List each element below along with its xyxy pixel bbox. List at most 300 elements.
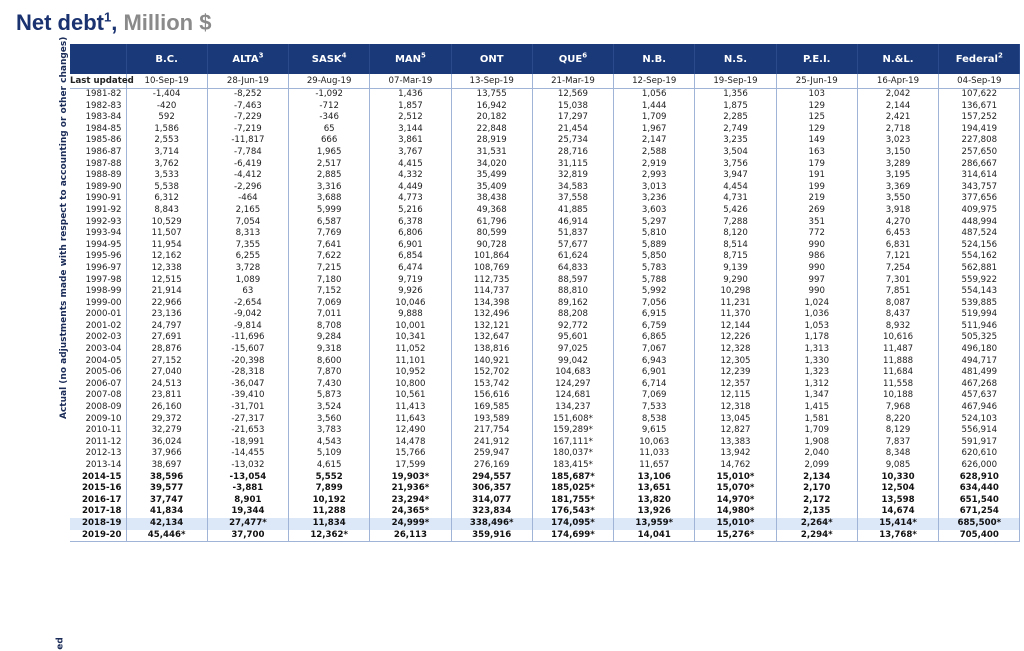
net-debt-cell: 176,543* [532,506,613,518]
net-debt-cell: 88,208 [532,309,613,321]
net-debt-cell: 19,903* [370,472,451,484]
net-debt-cell: 1,444 [614,101,695,113]
net-debt-cell: 5,810 [614,228,695,240]
net-debt-cell: 41,834 [126,506,207,518]
net-debt-cell: 20,182 [451,112,532,124]
net-debt-cell: 338,496* [451,518,532,530]
last-updated-row [70,74,1020,89]
fiscal-year-cell: 2007-08 [70,390,126,402]
net-debt-cell: 101,864 [451,251,532,263]
fiscal-year-cell: 2011-12 [70,437,126,449]
net-debt-cell: 12,338 [126,263,207,275]
net-debt-cell: 11,643 [370,414,451,426]
net-debt-cell: -2,296 [207,182,288,194]
net-debt-cell: 314,077 [451,495,532,507]
net-debt-cell: 14,762 [695,460,776,472]
net-debt-cell: 2,135 [776,506,857,518]
net-debt-cell: 157,252 [939,112,1020,124]
net-debt-cell: -8,252 [207,89,288,101]
net-debt-cell: 12,362* [289,530,370,542]
fiscal-year-cell: 1988-89 [70,170,126,182]
net-debt-cell: 6,854 [370,251,451,263]
net-debt-cell: 3,560 [289,414,370,426]
net-debt-cell: 156,616 [451,390,532,402]
net-debt-cell: 4,449 [370,182,451,194]
net-debt-cell: 8,220 [857,414,938,426]
net-debt-cell: 14,478 [370,437,451,449]
table-row [70,483,1020,495]
net-debt-cell: 140,921 [451,356,532,368]
net-debt-cell: 705,400 [939,530,1020,542]
net-debt-cell: 2,285 [695,112,776,124]
net-debt-cell: 11,507 [126,228,207,240]
net-debt-cell: 132,647 [451,332,532,344]
fiscal-year-cell: 2003-04 [70,344,126,356]
net-debt-cell: 4,454 [695,182,776,194]
net-debt-cell: 95,601 [532,332,613,344]
net-debt-cell: 620,610 [939,448,1020,460]
table-row [70,367,1020,379]
net-debt-cell: 6,865 [614,332,695,344]
net-debt-cell: 7,011 [289,309,370,321]
net-debt-cell: 11,487 [857,344,938,356]
net-debt-cell: 38,438 [451,193,532,205]
net-debt-cell: 3,603 [614,205,695,217]
table-row [70,182,1020,194]
last-updated-cell: 13-Sep-19 [451,74,532,89]
column-header-label: QUE [558,53,583,65]
net-debt-cell: 628,910 [939,472,1020,484]
net-debt-cell: 286,667 [939,159,1020,171]
net-debt-cell: 7,769 [289,228,370,240]
net-debt-cell: 132,496 [451,309,532,321]
net-debt-cell: 2,421 [857,112,938,124]
net-debt-cell: 7,288 [695,217,776,229]
column-header-label: SASK [311,53,342,65]
net-debt-cell: 3,316 [289,182,370,194]
net-debt-cell: 9,139 [695,263,776,275]
net-debt-cell: 22,848 [451,124,532,136]
net-debt-cell: 1,709 [776,425,857,437]
net-debt-cell: 1,347 [776,390,857,402]
net-debt-cell: 1,312 [776,379,857,391]
table-row [70,205,1020,217]
net-debt-cell: 15,010* [695,472,776,484]
net-debt-cell: -346 [289,112,370,124]
net-debt-cell: -9,814 [207,321,288,333]
net-debt-cell: 8,600 [289,356,370,368]
net-debt-cell: 7,899 [289,483,370,495]
net-debt-cell: 2,165 [207,205,288,217]
net-debt-cell: 487,524 [939,228,1020,240]
net-debt-cell: 2,512 [370,112,451,124]
net-debt-cell: 772 [776,228,857,240]
net-debt-cell: 494,717 [939,356,1020,368]
net-debt-cell: 2,749 [695,124,776,136]
net-debt-cell: -11,817 [207,135,288,147]
net-debt-cell: 11,558 [857,379,938,391]
net-debt-cell: 11,033 [614,448,695,460]
net-debt-cell: 519,994 [939,309,1020,321]
net-debt-cell: 306,357 [451,483,532,495]
last-updated-cell: 21-Mar-19 [532,74,613,89]
net-debt-cell: 46,914 [532,217,613,229]
net-debt-cell: 10,341 [370,332,451,344]
fiscal-year-cell: 2016-17 [70,495,126,507]
table-row [70,124,1020,136]
net-debt-cell: 467,946 [939,402,1020,414]
net-debt-cell: 16,942 [451,101,532,113]
net-debt-cell: 199 [776,182,857,194]
net-debt-cell: 14,041 [614,530,695,542]
net-debt-cell: 6,453 [857,228,938,240]
net-debt-cell: 4,773 [370,193,451,205]
net-debt-cell: 2,144 [857,101,938,113]
net-debt-cell: 2,172 [776,495,857,507]
net-debt-cell: 1,178 [776,332,857,344]
net-debt-cell: 35,409 [451,182,532,194]
net-debt-cell: 3,533 [126,170,207,182]
net-debt-cell: 7,430 [289,379,370,391]
net-debt-cell: 2,718 [857,124,938,136]
last-updated-cell: 12-Sep-19 [614,74,695,89]
net-debt-cell: 511,946 [939,321,1020,333]
net-debt-cell: -712 [289,101,370,113]
net-debt-cell: 343,757 [939,182,1020,194]
net-debt-cell: 10,561 [370,390,451,402]
net-debt-cell: 51,837 [532,228,613,240]
table-row [70,356,1020,368]
net-debt-cell: 10,188 [857,390,938,402]
net-debt-cell: 29,372 [126,414,207,426]
side-label [54,36,69,651]
net-debt-cell: 8,901 [207,495,288,507]
net-debt-cell: 193,589 [451,414,532,426]
net-debt-cell: 10,001 [370,321,451,333]
column-header-label: N.S. [723,53,748,65]
net-debt-cell: 10,616 [857,332,938,344]
net-debt-cell: 8,715 [695,251,776,263]
column-header [207,44,288,74]
net-debt-cell: 1,908 [776,437,857,449]
net-debt-cell: 103 [776,89,857,101]
net-debt-cell: 351 [776,217,857,229]
net-debt-cell: 3,150 [857,147,938,159]
net-debt-cell: 12,305 [695,356,776,368]
net-debt-cell: 524,103 [939,414,1020,426]
net-debt-cell: 1,323 [776,367,857,379]
net-debt-cell: 42,134 [126,518,207,530]
table-row [70,332,1020,344]
net-debt-cell: 8,538 [614,414,695,426]
net-debt-cell: 185,025* [532,483,613,495]
net-debt-cell: 323,834 [451,506,532,518]
net-debt-cell: 5,552 [289,472,370,484]
net-debt-cell: 13,755 [451,89,532,101]
net-debt-cell: 17,297 [532,112,613,124]
net-debt-cell: 3,728 [207,263,288,275]
net-debt-cell: -18,991 [207,437,288,449]
net-debt-cell: 2,040 [776,448,857,460]
net-debt-cell: 3,918 [857,205,938,217]
last-updated-cell: 28-Jun-19 [207,74,288,89]
fiscal-year-cell: 2010-11 [70,425,126,437]
net-debt-cell: -13,054 [207,472,288,484]
fiscal-year-cell: 2017-18 [70,506,126,518]
net-debt-cell: 5,216 [370,205,451,217]
net-debt-cell: 3,195 [857,170,938,182]
net-debt-cell: 10,800 [370,379,451,391]
net-debt-cell: 10,330 [857,472,938,484]
net-debt-cell: 31,531 [451,147,532,159]
net-debt-cell: 8,932 [857,321,938,333]
net-debt-cell: 6,714 [614,379,695,391]
net-debt-cell: -7,463 [207,101,288,113]
table-row [70,135,1020,147]
net-debt-cell: -39,410 [207,390,288,402]
table-row [70,112,1020,124]
net-debt-cell: 3,756 [695,159,776,171]
fiscal-year-cell: 2013-14 [70,460,126,472]
net-debt-cell: 5,783 [614,263,695,275]
fiscal-year-cell: 2015-16 [70,483,126,495]
net-debt-cell: 2,885 [289,170,370,182]
fiscal-year-cell: 1997-98 [70,275,126,287]
net-debt-cell: 11,101 [370,356,451,368]
net-debt-cell: 25,734 [532,135,613,147]
net-debt-cell: 180,037* [532,448,613,460]
fiscal-year-cell: 2018-19 [70,518,126,530]
table-row [70,437,1020,449]
table-row [70,240,1020,252]
column-header [289,44,370,74]
net-debt-cell: -20,398 [207,356,288,368]
net-debt-cell: 194,419 [939,124,1020,136]
net-debt-cell: 9,284 [289,332,370,344]
net-debt-cell: 89,162 [532,298,613,310]
net-debt-cell: 7,641 [289,240,370,252]
fiscal-year-cell: 2000-01 [70,309,126,321]
fiscal-year-cell: 1982-83 [70,101,126,113]
net-debt-cell: 45,446* [126,530,207,542]
net-debt-cell: 21,914 [126,286,207,298]
net-debt-cell: 129 [776,101,857,113]
net-debt-cell: 7,152 [289,286,370,298]
net-debt-cell: 1,313 [776,344,857,356]
net-debt-cell: 7,121 [857,251,938,263]
net-debt-cell: -13,032 [207,460,288,472]
net-debt-cell: 124,681 [532,390,613,402]
net-debt-cell: 8,129 [857,425,938,437]
fiscal-year-cell: 1994-95 [70,240,126,252]
net-debt-cell: -27,317 [207,414,288,426]
net-debt-cell: 13,959* [614,518,695,530]
net-debt-cell: 671,254 [939,506,1020,518]
net-debt-cell: 13,598 [857,495,938,507]
net-debt-cell: 49,368 [451,205,532,217]
net-debt-cell: 134,398 [451,298,532,310]
net-debt-cell: 3,714 [126,147,207,159]
net-debt-cell: 7,215 [289,263,370,275]
net-debt-cell: 12,144 [695,321,776,333]
column-header-label: B.C. [155,53,178,65]
net-debt-cell: 14,970* [695,495,776,507]
fiscal-year-cell: 2019-20 [70,530,126,542]
column-header [695,44,776,74]
net-debt-table [70,44,1020,542]
net-debt-cell: 129 [776,124,857,136]
net-debt-cell: 7,851 [857,286,938,298]
net-debt-cell: 191 [776,170,857,182]
net-debt-cell: -31,701 [207,402,288,414]
net-debt-cell: 124,297 [532,379,613,391]
fiscal-year-cell: 1990-91 [70,193,126,205]
net-debt-cell: 11,684 [857,367,938,379]
net-debt-cell: 88,597 [532,275,613,287]
net-debt-cell: 37,747 [126,495,207,507]
net-debt-cell: -7,219 [207,124,288,136]
net-debt-cell: 7,622 [289,251,370,263]
title-main: Net debt [16,10,104,35]
net-debt-cell: 6,759 [614,321,695,333]
net-debt-cell: 990 [776,240,857,252]
net-debt-cell: 34,583 [532,182,613,194]
fiscal-year-cell: 1986-87 [70,147,126,159]
net-debt-cell: 9,719 [370,275,451,287]
net-debt-cell: 6,474 [370,263,451,275]
net-debt-cell: 159,289* [532,425,613,437]
net-debt-cell: 6,915 [614,309,695,321]
net-debt-cell: 294,557 [451,472,532,484]
net-debt-cell: 13,045 [695,414,776,426]
fiscal-year-cell: 2014-15 [70,472,126,484]
net-debt-cell: 227,808 [939,135,1020,147]
net-debt-cell: 259,947 [451,448,532,460]
table-row [70,460,1020,472]
net-debt-cell: 9,888 [370,309,451,321]
net-debt-cell: -420 [126,101,207,113]
net-debt-cell: 15,766 [370,448,451,460]
net-debt-cell: 6,831 [857,240,938,252]
net-debt-cell: -14,455 [207,448,288,460]
net-debt-cell: 23,136 [126,309,207,321]
net-debt-cell: 3,524 [289,402,370,414]
net-debt-cell: 9,926 [370,286,451,298]
net-debt-cell: 7,056 [614,298,695,310]
table-row [70,379,1020,391]
net-debt-cell: 13,820 [614,495,695,507]
net-debt-cell: 10,529 [126,217,207,229]
net-debt-cell: 14,980* [695,506,776,518]
net-debt-cell: 90,728 [451,240,532,252]
net-debt-cell: 2,170 [776,483,857,495]
last-updated-cell: 29-Aug-19 [289,74,370,89]
table-row [70,275,1020,287]
net-debt-cell: 7,968 [857,402,938,414]
column-header-footnote: 2 [997,51,1003,60]
net-debt-cell: 3,783 [289,425,370,437]
net-debt-cell: 12,115 [695,390,776,402]
net-debt-cell: 8,843 [126,205,207,217]
net-debt-cell: 174,699* [532,530,613,542]
net-debt-cell: 6,378 [370,217,451,229]
net-debt-cell: 1,436 [370,89,451,101]
net-debt-cell: 1,330 [776,356,857,368]
net-debt-cell: 26,113 [370,530,451,542]
net-debt-cell: 12,162 [126,251,207,263]
column-header [857,44,938,74]
net-debt-cell: 505,325 [939,332,1020,344]
net-debt-cell: 1,024 [776,298,857,310]
net-debt-cell: 38,596 [126,472,207,484]
net-debt-cell: 5,999 [289,205,370,217]
net-debt-cell: 5,992 [614,286,695,298]
net-debt-cell: 8,708 [289,321,370,333]
table-row [70,321,1020,333]
net-debt-cell: 8,514 [695,240,776,252]
net-debt-cell: -15,607 [207,344,288,356]
net-debt-cell: 5,788 [614,275,695,287]
table-row [70,89,1020,101]
net-debt-cell: 63 [207,286,288,298]
column-header [614,44,695,74]
net-debt-cell: 359,916 [451,530,532,542]
table-row [70,518,1020,530]
column-header-label: P.E.I. [803,53,831,65]
net-debt-cell: 591,917 [939,437,1020,449]
fiscal-year-cell: 2001-02 [70,321,126,333]
net-debt-cell: 11,657 [614,460,695,472]
table-header-row [70,44,1020,74]
net-debt-cell: 13,106 [614,472,695,484]
table-row [70,495,1020,507]
net-debt-cell: 4,332 [370,170,451,182]
net-debt-cell: 556,914 [939,425,1020,437]
net-debt-cell: 1,356 [695,89,776,101]
net-debt-cell: -1,092 [289,89,370,101]
net-debt-cell: 183,415* [532,460,613,472]
net-debt-cell: -11,696 [207,332,288,344]
last-updated-cell: 10-Sep-19 [126,74,207,89]
net-debt-cell: 7,301 [857,275,938,287]
fiscal-year-cell: 2009-10 [70,414,126,426]
net-debt-cell: 15,414* [857,518,938,530]
table-row [70,298,1020,310]
net-debt-cell: 3,688 [289,193,370,205]
column-header-label: N.&L. [882,53,914,65]
net-debt-cell: 7,180 [289,275,370,287]
net-debt-cell: 23,294* [370,495,451,507]
net-debt-cell: 6,312 [126,193,207,205]
column-header-footnote: 5 [421,51,426,60]
net-debt-cell: 14,674 [857,506,938,518]
net-debt-cell: 6,587 [289,217,370,229]
net-debt-cell: 151,608* [532,414,613,426]
net-debt-cell: 3,369 [857,182,938,194]
net-debt-cell: 92,772 [532,321,613,333]
fiscal-year-cell: 1998-99 [70,286,126,298]
net-debt-cell: 19,344 [207,506,288,518]
net-debt-cell: 4,415 [370,159,451,171]
net-debt-cell: 112,735 [451,275,532,287]
net-debt-cell: 132,121 [451,321,532,333]
net-debt-cell: 12,827 [695,425,776,437]
net-debt-cell: 1,709 [614,112,695,124]
net-debt-cell: 4,543 [289,437,370,449]
fiscal-year-cell: 2012-13 [70,448,126,460]
net-debt-cell: 8,120 [695,228,776,240]
net-debt-cell: 80,599 [451,228,532,240]
